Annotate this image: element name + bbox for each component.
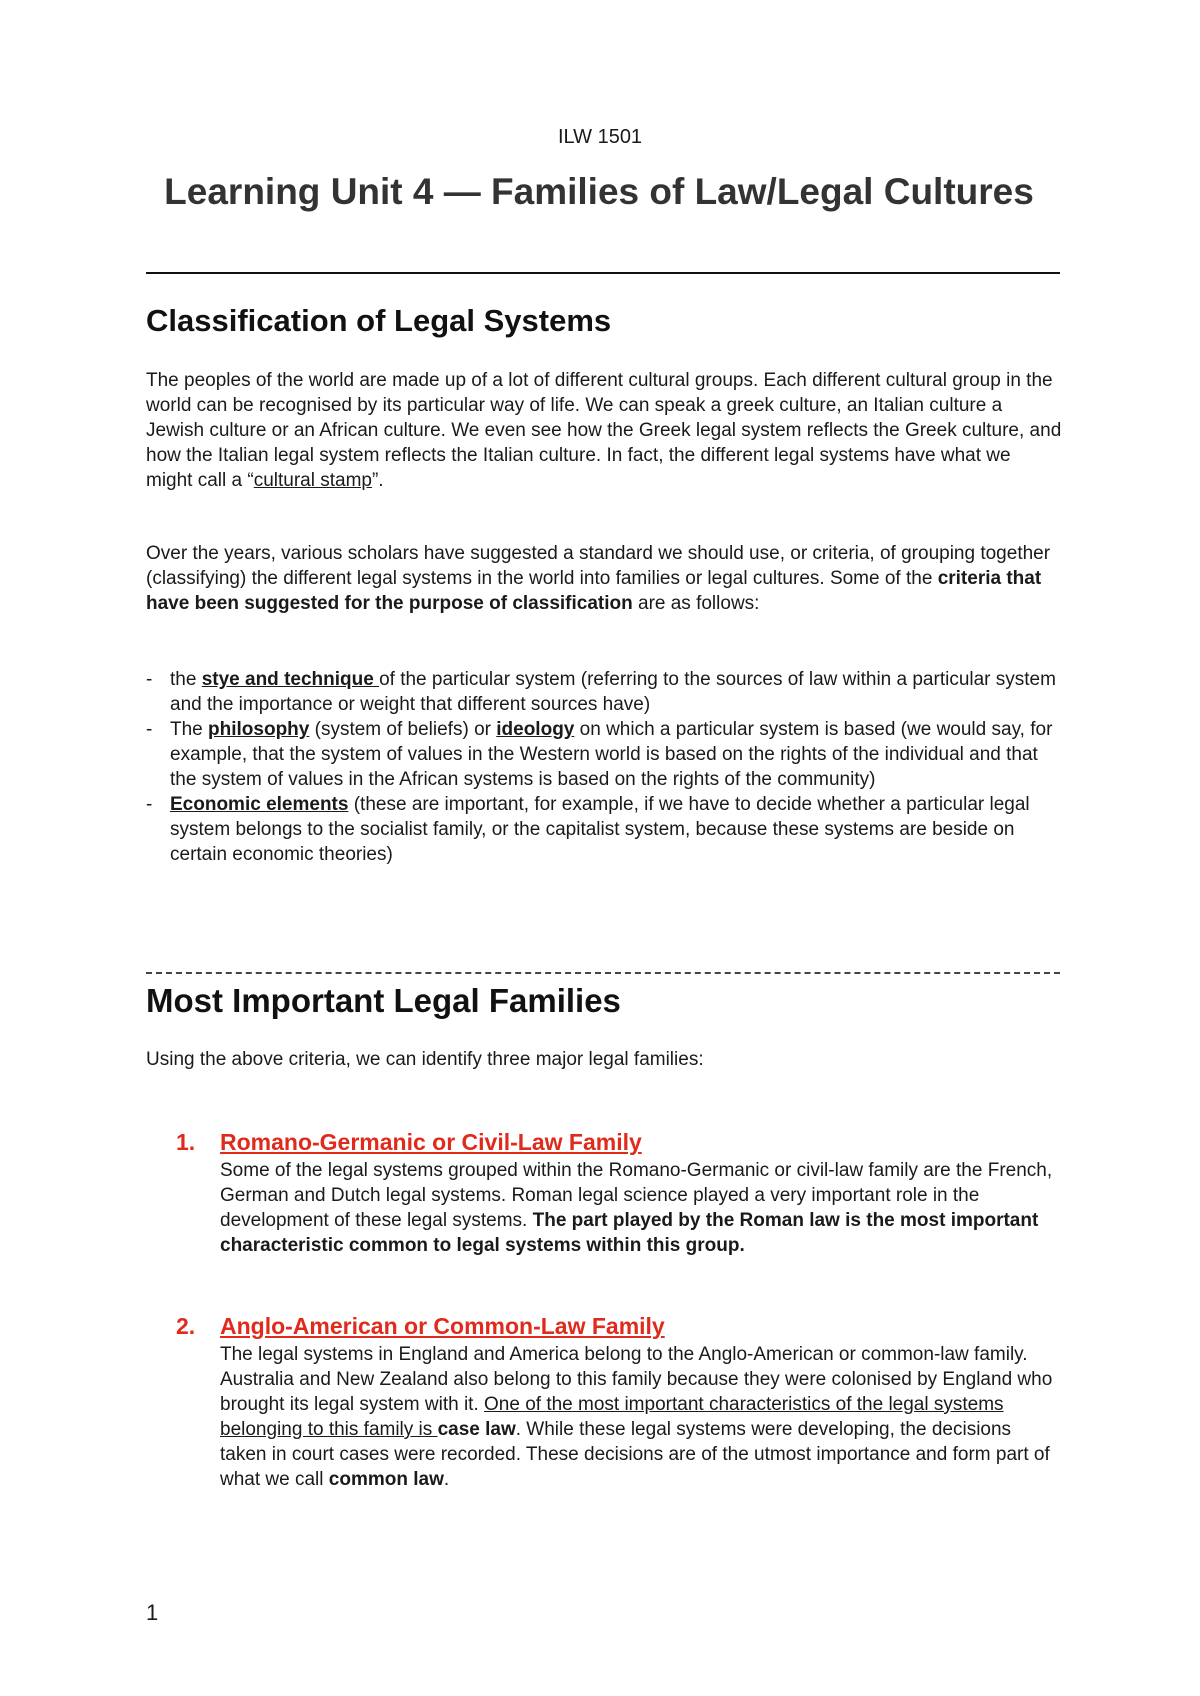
family-description (176, 1342, 1062, 1492)
section-heading-classification: Classification of Legal Systems (146, 303, 612, 338)
dash-bullet: - (146, 669, 153, 690)
dash-bullet: - (146, 719, 153, 740)
list-item (146, 667, 1062, 717)
family-description (176, 1158, 1062, 1258)
section-heading-legal-families: Most Important Legal Families (146, 982, 621, 1019)
family-text: Some of the legal systems grouped within the Romano-Germanic or civil-law family are the French, German and Dutch legal systems. Roman legal science played a very important role in the development of these legal systems. (220, 1160, 1053, 1231)
family-underlined-text: One of the most important characteristics of the legal systems belonging to this family is (220, 1394, 1004, 1440)
paragraph-text: ”. (371, 470, 384, 491)
family-bold-case-law: case law (437, 1419, 516, 1440)
family-text: . (443, 1469, 450, 1490)
paragraph-cultural-groups (146, 368, 1062, 493)
bold-phrase-criteria: criteria that have been suggested for the purpose of classification (146, 568, 1042, 614)
family-number: 2. (176, 1313, 196, 1339)
term-economic-elements: Economic elements (170, 794, 349, 815)
paragraph-text: Over the years, various scholars have suggested a standard we should use, or criteria, of grouping together (classifying) the different legal systems in the world into families or legal cultures. Some of the (146, 543, 1051, 589)
course-code: ILW 1501 (557, 126, 643, 148)
family-number: 1. (176, 1129, 196, 1155)
paragraph-text: The peoples of the world are made up of a lot of different cultural groups. Each different cultural group in the world can be recognised by its particular way of life. We can speak a greek culture, an Italian culture a Jewish culture or an African culture. We even see how the Greek legal system reflects the Greek culture, and how the Italian legal system reflects the Italian culture. In fact, the different legal systems have what we might call a “ (146, 370, 1062, 491)
dash-bullet: - (146, 794, 153, 815)
list-item-text: on which a particular system is based (we would say, for example, that the system of values in the Western world is based on the rights of the individual and that the system of values in the African systems is based on the rights of the community) (170, 719, 1053, 790)
family-heading (176, 1128, 1062, 1156)
family-bold-text: The part played by the Roman law is the most important characteristic common to legal systems within this group. (220, 1210, 1039, 1256)
dashed-divider (146, 972, 1060, 974)
paragraph-criteria (146, 541, 1062, 616)
title-divider (146, 272, 1060, 274)
page-title: Learning Unit 4 — Families of Law/Legal Cultures (164, 171, 1034, 212)
family-item-anglo-american (176, 1312, 1062, 1492)
term-style-technique: stye and technique (201, 669, 380, 690)
paragraph-intro: Using the above criteria, we can identify three major legal families: (146, 1049, 704, 1070)
family-text: . While these legal systems were developing, the decisions taken in court cases were recorded. These decisions are of the utmost importance and form part of what we call (220, 1419, 1050, 1490)
family-heading (176, 1312, 1062, 1340)
list-item-text: of the particular system (referring to the sources of law within a particular system and the importance or weight that different sources have) (170, 669, 1056, 715)
list-item (146, 717, 1062, 792)
criteria-list (146, 667, 1062, 867)
family-title: Romano-Germanic or Civil-Law Family (220, 1129, 642, 1155)
family-item-romano-germanic (176, 1128, 1062, 1258)
list-item-text: (these are important, for example, if we have to decide whether a particular legal system belongs to the socialist family, or the capitalist system, because these systems are beside on certain economic theories) (170, 794, 1030, 865)
underlined-term-cultural-stamp: cultural stamp (253, 470, 372, 491)
list-item-prefix: the (170, 669, 202, 690)
family-text: The legal systems in England and America belong to the Anglo-American or common-law family. Australia and New Zealand also belong to this family because they were colonised by England who brought its legal system with it. (220, 1344, 1053, 1415)
term-ideology: ideology (496, 719, 575, 740)
term-philosophy: philosophy (208, 719, 310, 740)
list-item (146, 792, 1062, 867)
list-item-prefix: The (170, 719, 209, 740)
page-number: 1 (146, 1600, 159, 1625)
family-title: Anglo-American or Common-Law Family (220, 1313, 665, 1339)
paragraph-text: are as follows: (632, 593, 760, 614)
family-bold-common-law: common law (328, 1469, 444, 1490)
list-item-text: (system of beliefs) or (309, 719, 497, 740)
